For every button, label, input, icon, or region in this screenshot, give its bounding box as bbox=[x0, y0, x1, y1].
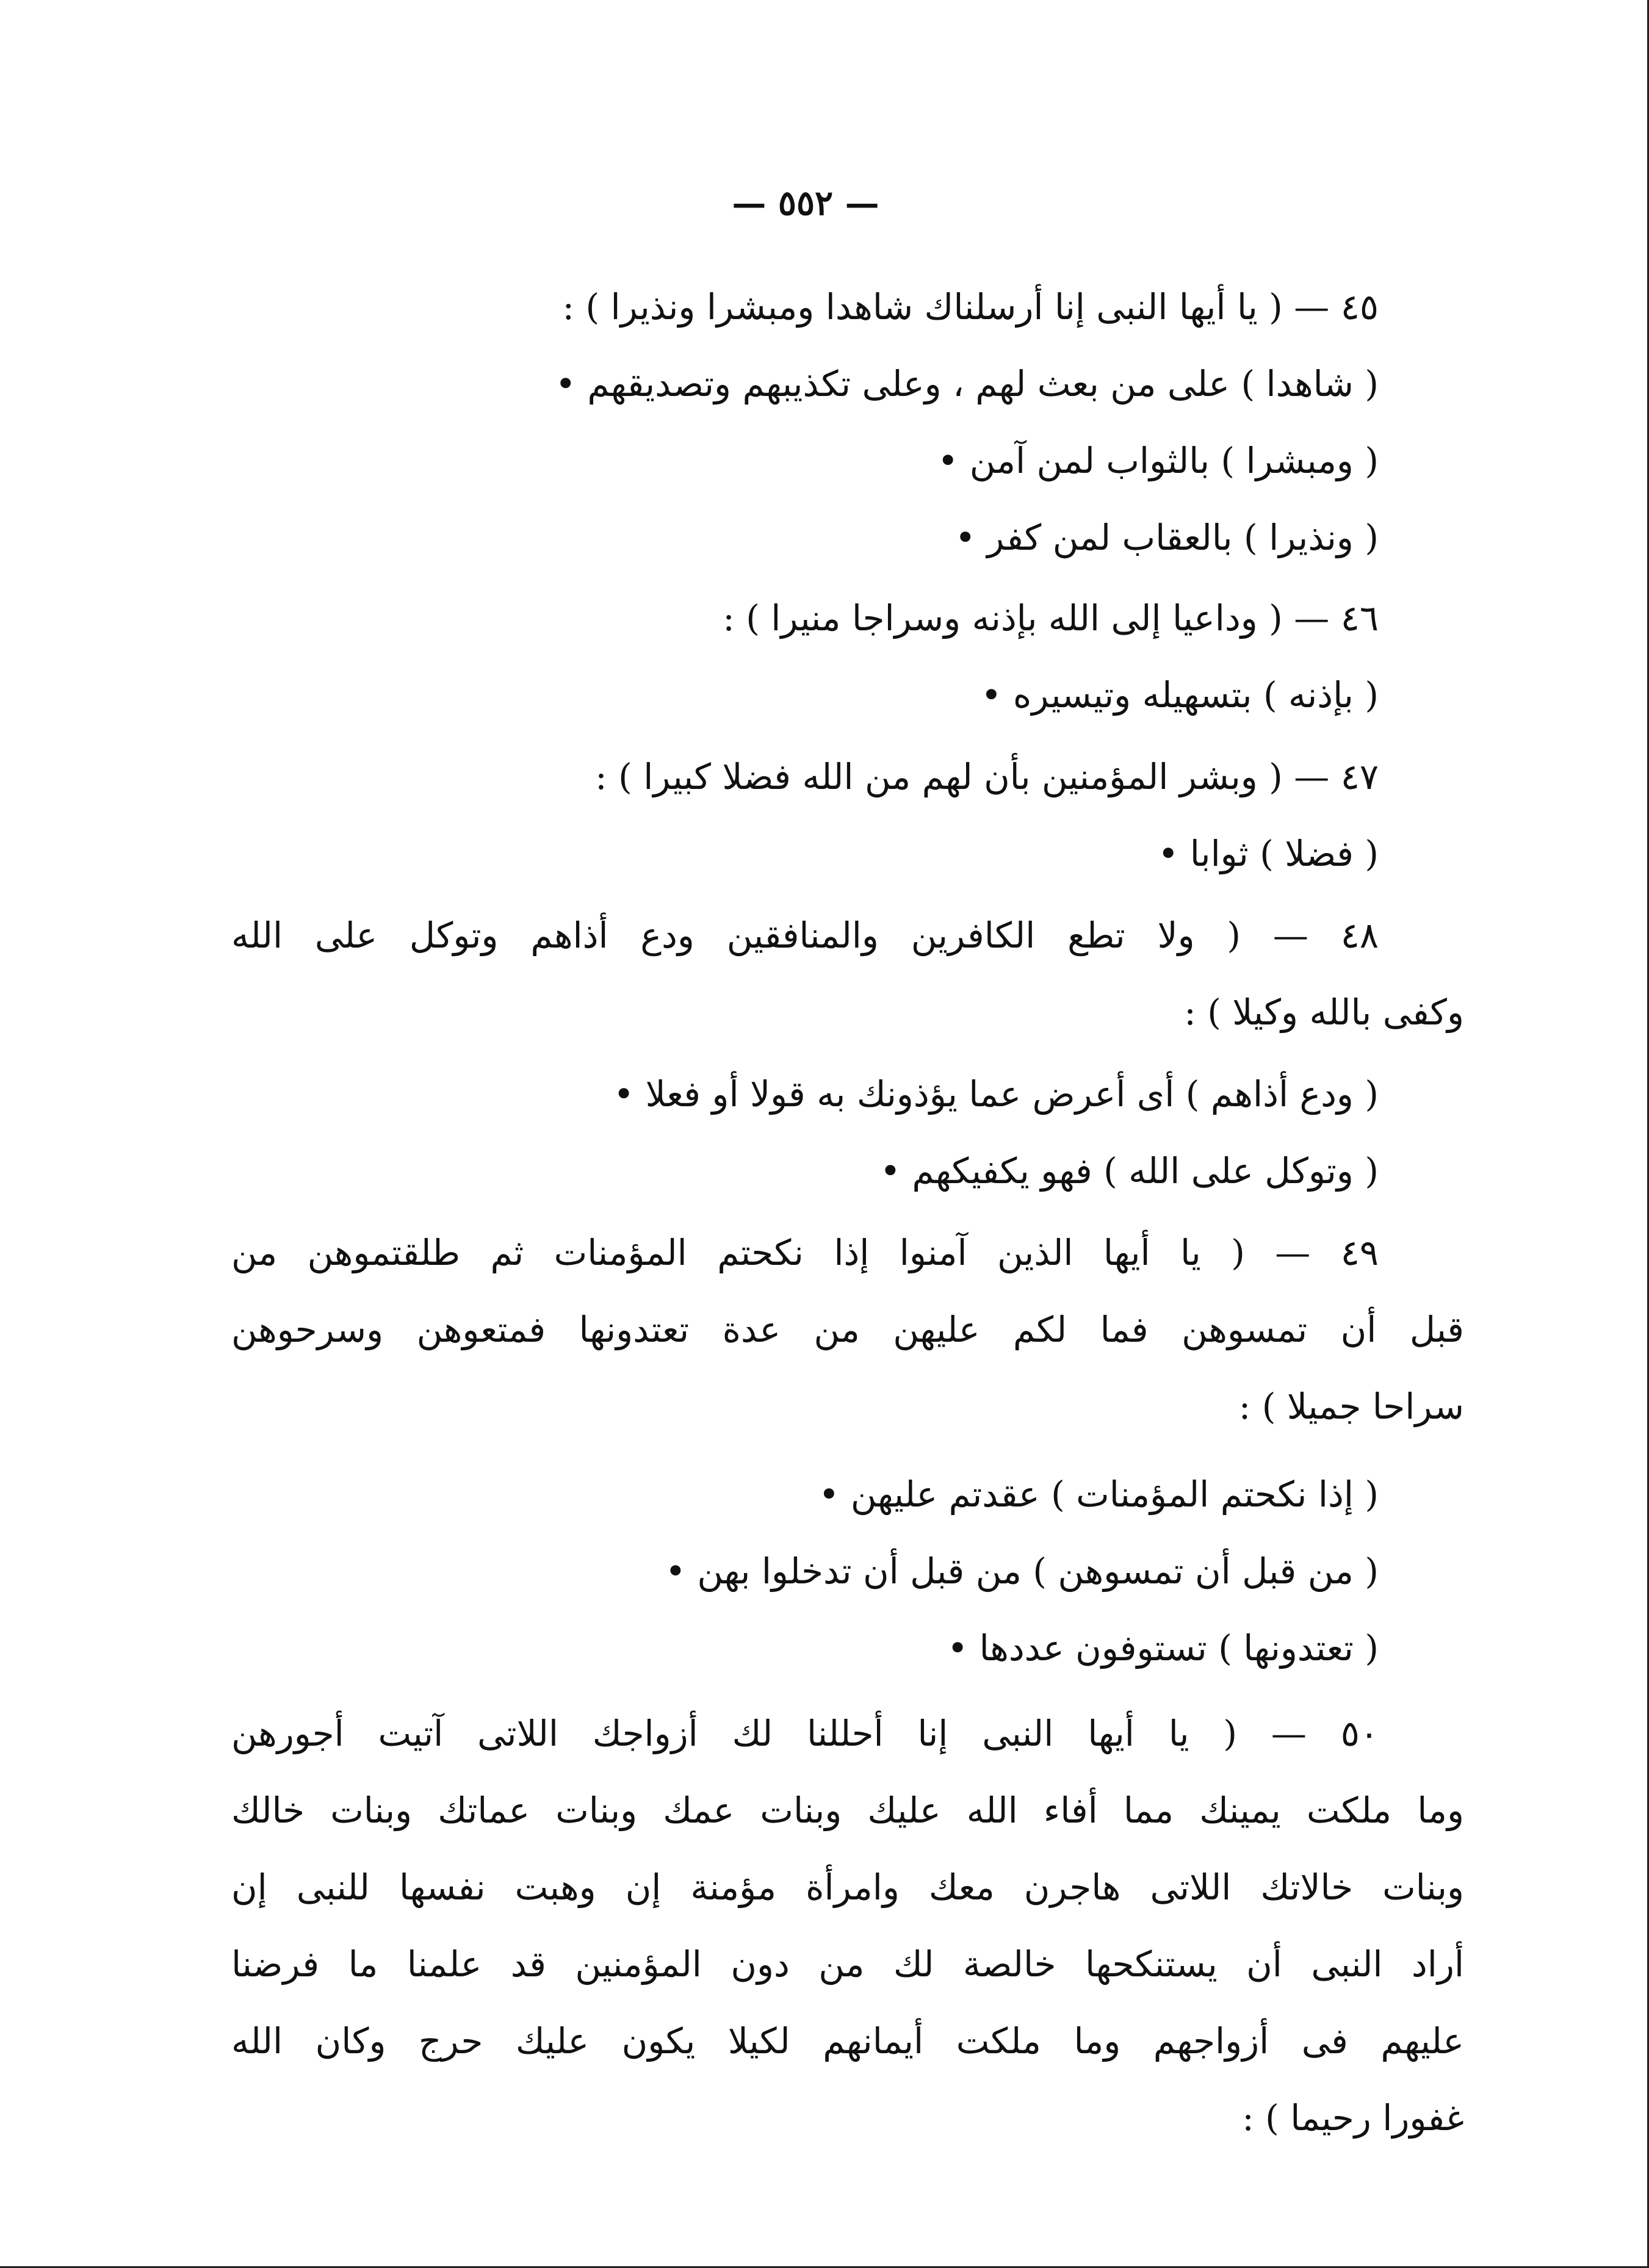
text-line: ( إذا نكحتم المؤمنات ) عقدتم عليهن • bbox=[818, 1474, 1379, 1515]
text-line: ( بإذنه ) بتسهيله وتيسيره • bbox=[981, 674, 1379, 716]
page-number: — ٥٥٢ — bbox=[732, 183, 879, 223]
text-line: ٥٠ — ( يا أيها النبى إنا أحللنا لك أزواجك اللاتى آتيت أجورهن bbox=[231, 1713, 1379, 1754]
text-line: ( ودع أذاهم ) أى أعرض عما يؤذونك به قولا أو فعلا • bbox=[613, 1073, 1379, 1115]
text-line: وكفى بالله وكيلا ) : bbox=[1184, 992, 1464, 1033]
text-line: ٤٨ — ( ولا تطع الكافرين والمنافقين ودع أذاهم وتوكل على الله bbox=[231, 915, 1379, 956]
text-line: ( من قبل أن تمسوهن ) من قبل أن تدخلوا بهن • bbox=[665, 1550, 1379, 1592]
text-line: قبل أن تمسوهن فما لكم عليهن من عدة تعتدونها فمتعوهن وسرحوهن bbox=[231, 1309, 1464, 1350]
text-line: غفورا رحيما ) : bbox=[1242, 2097, 1464, 2139]
text-line: ٤٦ — ( وداعيا إلى الله بإذنه وسراجا منيرا ) : bbox=[723, 597, 1379, 639]
text-line: ( ومبشرا ) بالثواب لمن آمن • bbox=[937, 440, 1379, 481]
text-line: ( شاهدا ) على من بعث لهم ، وعلى تكذيبهم وتصديقهم • bbox=[555, 363, 1379, 405]
text-line: ( تعتدونها ) تستوفون عددها • bbox=[947, 1627, 1379, 1669]
text-line: ( وتوكل على الله ) فهو يكفيكهم • bbox=[879, 1150, 1379, 1192]
text-line: ٤٩ — ( يا أيها الذين آمنوا إذا نكحتم المؤمنات ثم طلقتموهن من bbox=[231, 1232, 1379, 1273]
text-line: ( فضلا ) ثوابا • bbox=[1158, 833, 1379, 874]
text-line: ( ونذيرا ) بالعقاب لمن كفر • bbox=[954, 517, 1379, 558]
text-body bbox=[231, 268, 1464, 2160]
text-line: وبنات خالاتك اللاتى هاجرن معك وامرأة مؤمنة إن وهبت نفسها للنبى إن bbox=[231, 1867, 1464, 1908]
text-line: وما ملكت يمينك مما أفاء الله عليك وبنات عمك وبنات عماتك وبنات خالك bbox=[231, 1790, 1464, 1831]
text-line: ٤٧ — ( وبشر المؤمنين بأن لهم من الله فضلا كبيرا ) : bbox=[595, 756, 1379, 797]
text-line: سراحا جميلا ) : bbox=[1238, 1386, 1464, 1427]
text-line: ٤٥ — ( يا أيها النبى إنا أرسلناك شاهدا ومبشرا ونذيرا ) : bbox=[562, 286, 1379, 328]
text-line: عليهم فى أزواجهم وما ملكت أيمانهم لكيلا يكون عليك حرج وكان الله bbox=[231, 2020, 1464, 2062]
text-line: أراد النبى أن يستنكحها خالصة لك من دون المؤمنين قد علمنا ما فرضنا bbox=[231, 1943, 1464, 1985]
